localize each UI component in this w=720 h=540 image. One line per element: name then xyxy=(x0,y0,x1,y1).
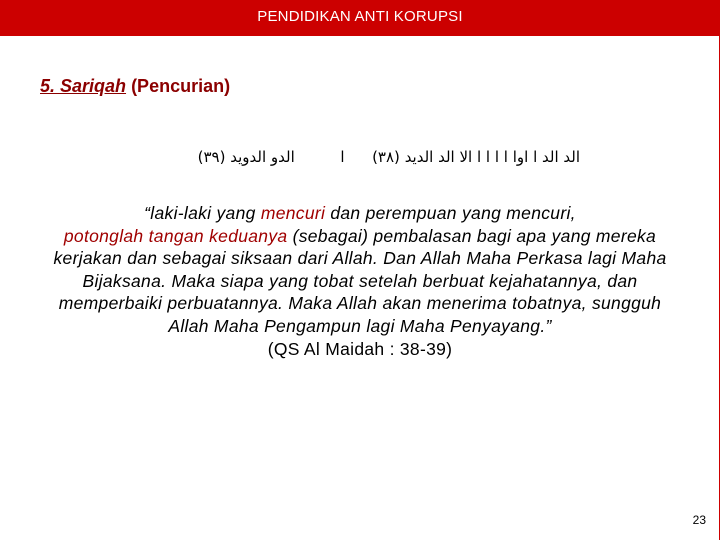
arabic-part-left: الدو الدويد xyxy=(230,148,295,166)
section-number-term: 5. Sariqah xyxy=(40,76,127,96)
arabic-part-mid: ا xyxy=(340,148,345,166)
citation: (QS Al Maidah : 38-39) xyxy=(267,338,453,359)
translation-text xyxy=(40,202,680,360)
translation-open: “laki-laki yang xyxy=(144,203,261,223)
translation-dan-perempuan: dan perempuan yang mencuri, xyxy=(325,203,576,223)
section-title xyxy=(40,76,230,97)
verse-number-39: (٣٩) xyxy=(197,148,226,166)
arabic-part-right: الد الد ا اوا ا ا ا ا الا الد الديد xyxy=(404,148,580,166)
header-title: PENDIDIKAN ANTI KORUPSI xyxy=(257,8,463,25)
highlight-potonglah: potonglah tangan keduanya xyxy=(63,225,288,246)
page-number: 23 xyxy=(692,513,706,527)
section-subtitle: (Pencurian) xyxy=(131,76,231,96)
highlight-mencuri: mencuri xyxy=(260,203,326,223)
translation-rest: (sebagai) pembalasan bagi apa yang mereka kerjakan dan sebagai siksaan dari Allah. Dan Allah Maha Perkasa lagi Maha Bijaksana. Maka siapa yang tobat setelah berbuat kejahatannya, dan memperbaiki perbuatannya. Maka Allah akan menerima tobatnya, sungguh Allah Maha Pengampun lagi Maha Penyayang.” xyxy=(53,225,667,336)
verse-number-38: (٣٨) xyxy=(372,148,400,166)
arabic-verse xyxy=(120,148,580,166)
